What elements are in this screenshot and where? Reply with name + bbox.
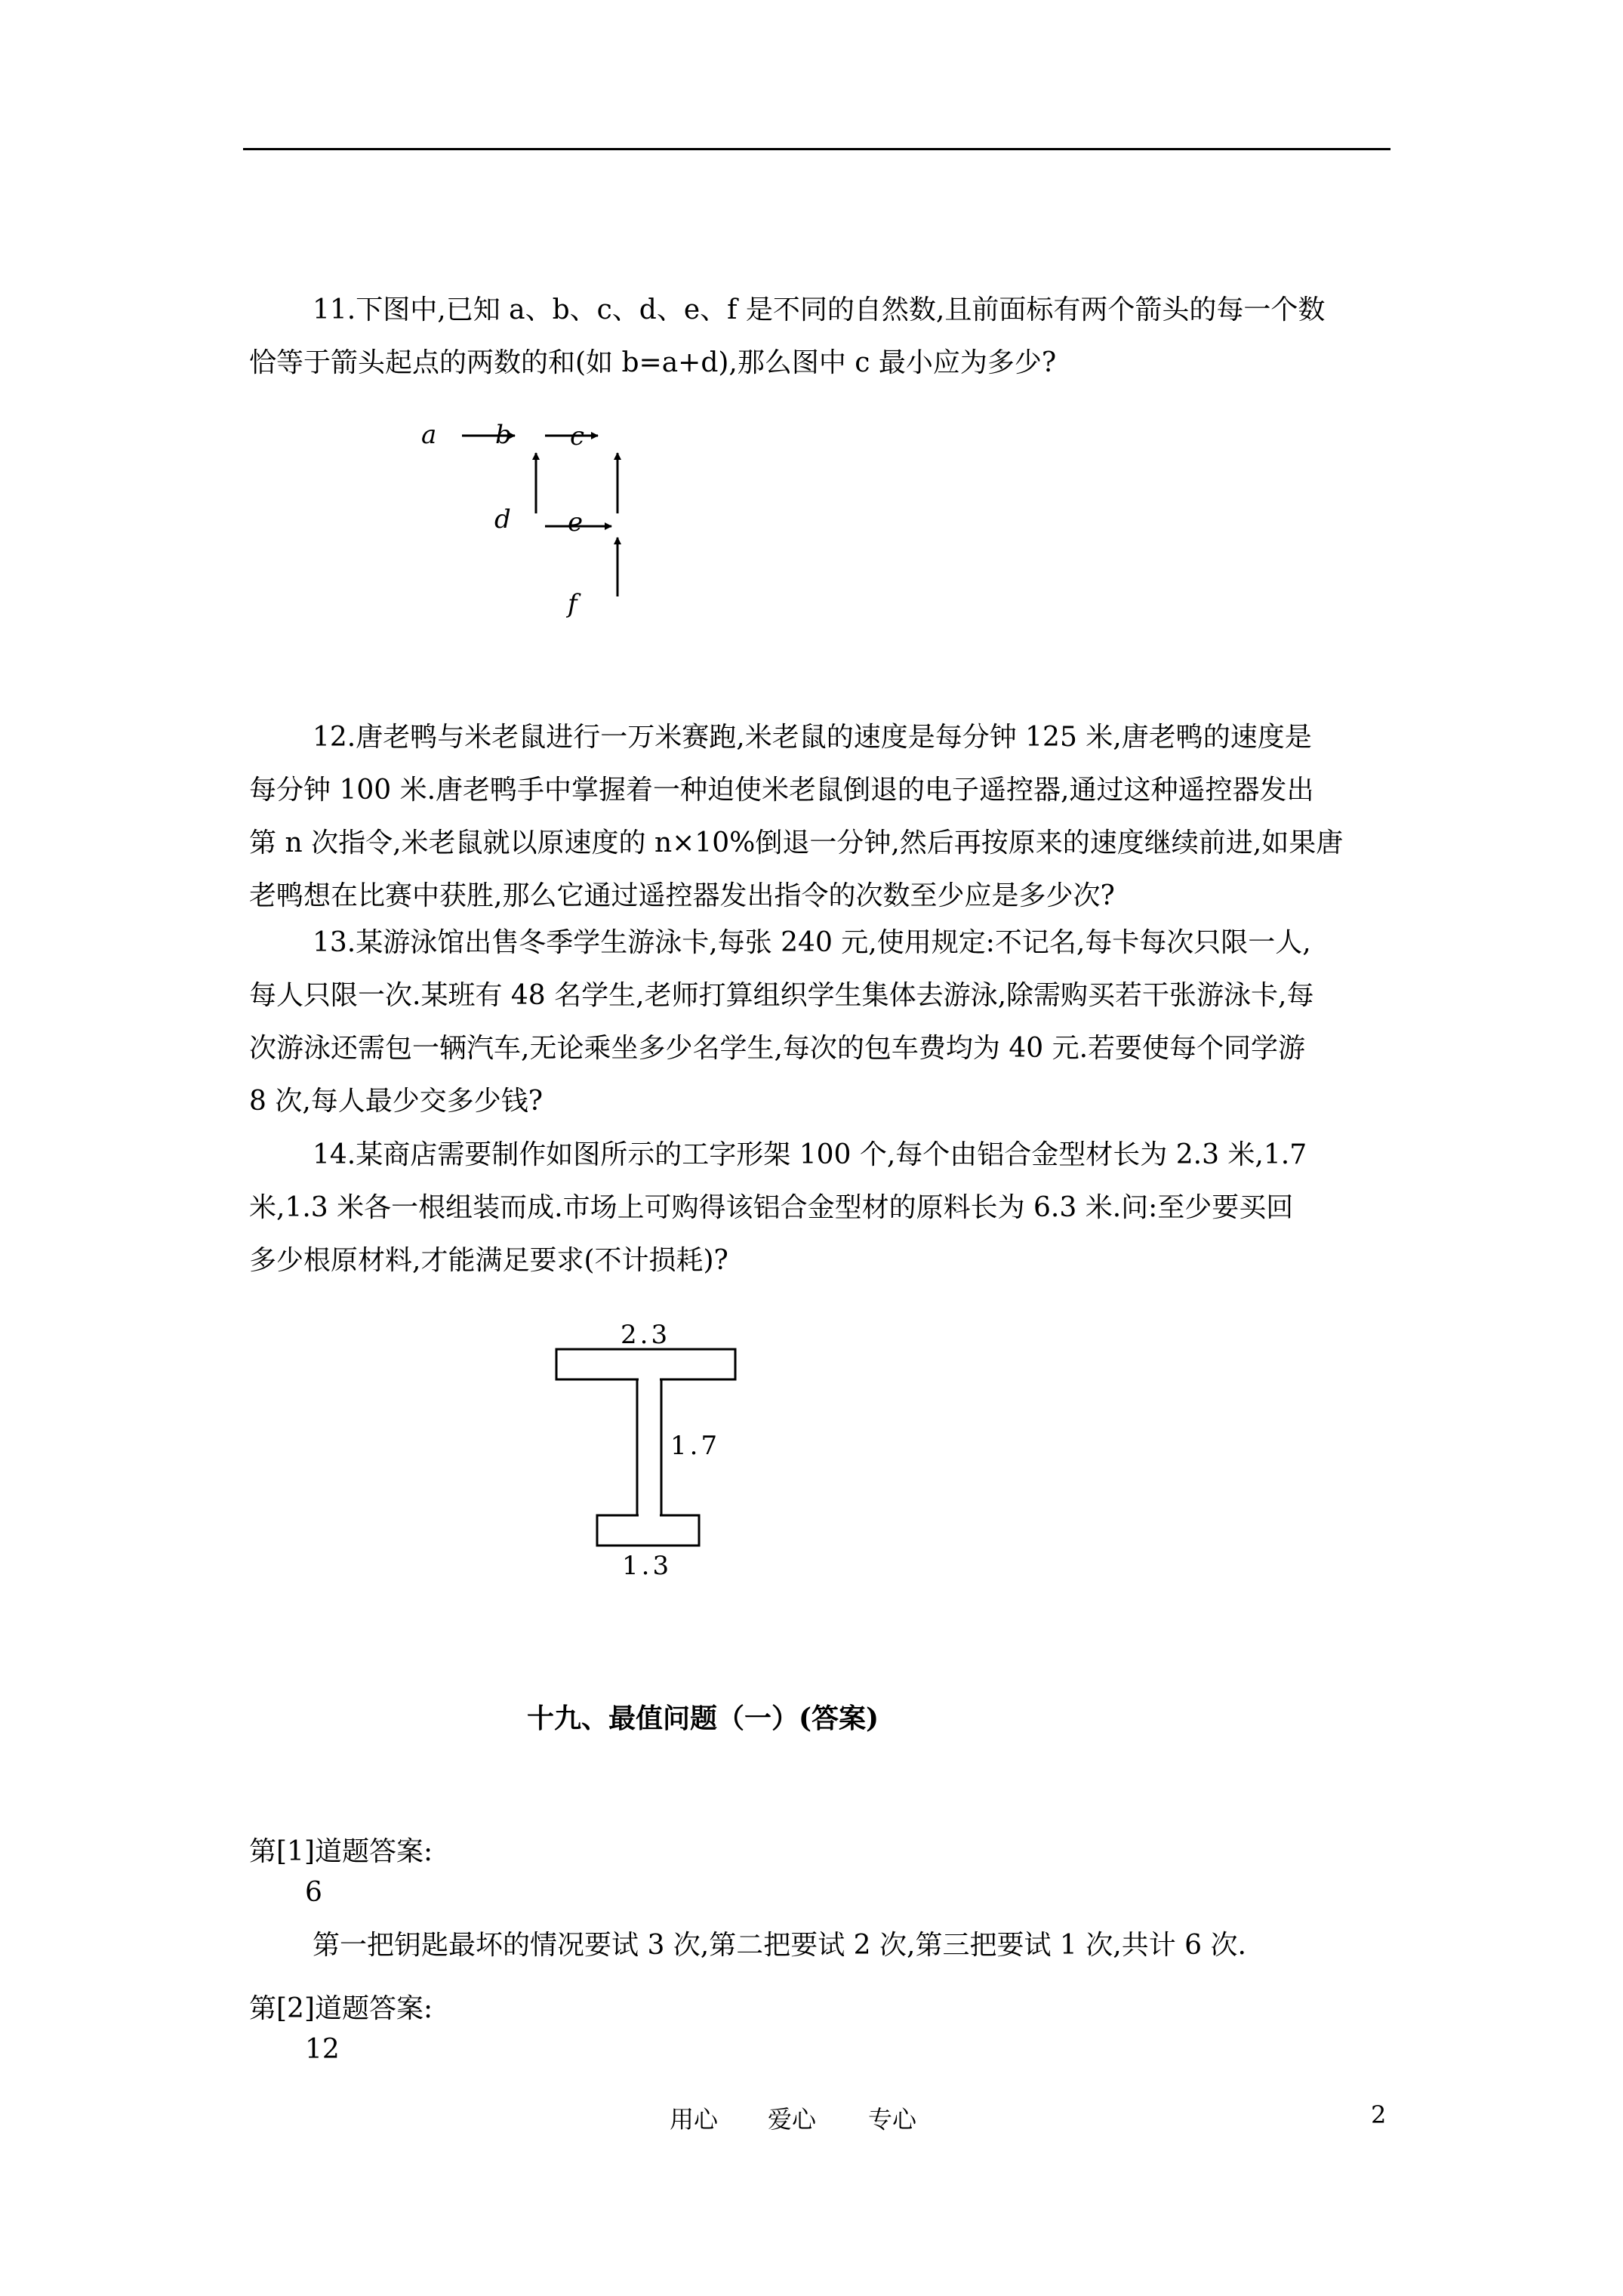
- i-beam-top-length: 2.3: [621, 1320, 671, 1350]
- question-14-line-1: 14.某商店需要制作如图所示的工字形架 100 个,每个由铝合金型材长为 2.3 米,1.7: [313, 1139, 1307, 1170]
- question-12-line-1: 12.唐老鸭与米老鼠进行一万米赛跑,米老鼠的速度是每分钟 125 米,唐老鸭的速度是: [313, 722, 1312, 753]
- footer-right: 专心: [868, 2105, 917, 2134]
- label-e: e: [568, 507, 584, 538]
- question-13-line-1: 13.某游泳馆出售冬季学生游泳卡,每张 240 元,使用规定:不记名,每卡每次只限一人,: [313, 927, 1311, 958]
- question-11-line-2: 恰等于箭头起点的两数的和(如 b=a+d),那么图中 c 最小应为多少?: [249, 347, 1057, 378]
- answer-2-value: 12: [305, 2034, 340, 2065]
- question-12-line-4: 老鸭想在比赛中获胜,那么它通过遥控器发出指令的次数至少应是多少次?: [249, 880, 1115, 911]
- footer-middle: 爱心: [768, 2105, 817, 2134]
- answers-heading: 十九、最值问题（一）(答案): [527, 1703, 879, 1734]
- label-d: d: [494, 504, 511, 535]
- question-12-line-3: 第 n 次指令,米老鼠就以原速度的 n×10%倒退一分钟,然后再按原来的速度继续前进,如果唐: [249, 827, 1344, 858]
- page-number: 2: [1371, 2100, 1387, 2129]
- question-14-line-2: 米,1.3 米各一根组装而成.市场上可购得该铝合金型材的原料长为 6.3 米.问:至少要买回: [249, 1192, 1294, 1223]
- answer-1-explanation: 第一把钥匙最坏的情况要试 3 次,第二把要试 2 次,第三把要试 1 次,共计 6 次.: [313, 1930, 1246, 1961]
- answer-1-title: 第[1]道题答案:: [249, 1836, 433, 1867]
- question-13-line-2: 每人只限一次.某班有 48 名学生,老师打算组织学生集体去游泳,除需购买若干张游泳卡,每: [249, 980, 1314, 1011]
- label-b: b: [495, 420, 512, 450]
- i-beam-bottom-length: 1.3: [622, 1551, 673, 1581]
- i-beam-bottom-bar: [597, 1515, 699, 1546]
- question-14-line-3: 多少根原材料,才能满足要求(不计损耗)?: [249, 1245, 728, 1276]
- i-beam-web: [637, 1379, 661, 1515]
- answer-1-value: 6: [305, 1877, 322, 1908]
- label-f: f: [568, 589, 577, 619]
- question-13-line-4: 8 次,每人最少交多少钱?: [249, 1086, 544, 1117]
- answer-2-title: 第[2]道题答案:: [249, 1993, 433, 2024]
- question-11-line-1: 11.下图中,已知 a、b、c、d、e、f 是不同的自然数,且前面标有两个箭头的每一个数: [313, 294, 1326, 325]
- i-beam-web-length: 1.7: [670, 1431, 721, 1461]
- question-12-line-2: 每分钟 100 米.唐老鸭手中掌握着一种迫使米老鼠倒退的电子遥控器,通过这种遥控器发出: [249, 775, 1314, 806]
- i-beam-top-bar: [556, 1349, 735, 1379]
- footer-left: 用心: [670, 2105, 719, 2134]
- question-13-line-3: 次游泳还需包一辆汽车,无论乘坐多少名学生,每次的包车费均为 40 元.若要使每个同学游: [249, 1033, 1306, 1064]
- label-a: a: [421, 420, 437, 450]
- label-c: c: [570, 421, 585, 451]
